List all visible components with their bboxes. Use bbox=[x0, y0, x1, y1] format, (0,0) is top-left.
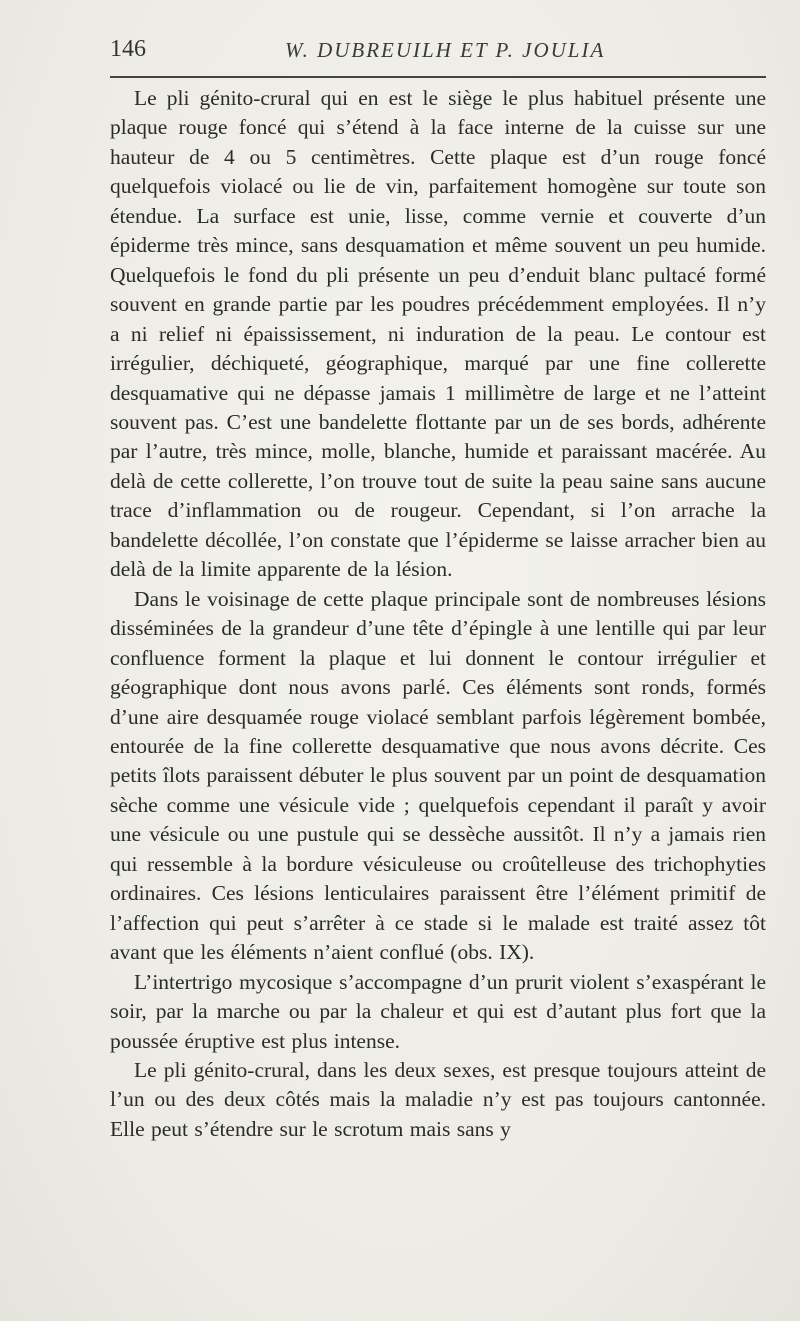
body-text bbox=[110, 84, 766, 1144]
running-head bbox=[100, 36, 790, 76]
paragraph: Dans le voisinage de cette plaque principale sont de nombreuses lésions disséminées de la grandeur d’une tête d’épingle à une lentille qui par leur confluence forment la plaque et lui donnent le contour irrégulier et géographique dont nous avons parlé. Ces éléments sont ronds, formés d’une aire desquamée rouge violacé semblant parfois légèrement bombée, entourée de la fine collerette desquamative que nous avons décrite. Ces petits îlots paraissent débuter le plus souvent par un point de desquamation sèche comme une vésicule vide ; quelquefois cependant il paraît y avoir une vésicule ou une pustule qui se dessèche aussitôt. Il n’y a jamais rien qui ressemble à la bordure vésiculeuse ou croûtelleuse des trichophyties ordinaires. Ces lésions lenticulaires paraissent être l’élément primitif de l’affection qui peut s’arrêter à ce stade si le malade est traité assez tôt avant que les éléments n’aient conflué (obs. IX). bbox=[110, 586, 766, 965]
page-number: 146 bbox=[110, 36, 146, 62]
header-rule bbox=[110, 76, 766, 78]
paragraph: Le pli génito-crural, dans les deux sexes, est presque toujours atteint de l’un ou des deux côtés mais la maladie n’y est pas toujours cantonnée. Elle peut s’étendre sur le scrotum mais sans y bbox=[110, 1057, 766, 1141]
running-title: W. DUBREUILH ET P. JOULIA bbox=[285, 38, 606, 62]
paragraph: L’intertrigo mycosique s’accompagne d’un prurit violent s’exaspérant le soir, par la marche ou par la chaleur et qui est d’autant plus fort que la poussée éruptive est plus intense. bbox=[110, 969, 766, 1053]
paragraph: Le pli génito-crural qui en est le siège le plus habituel présente une plaque rouge foncé qui s’étend à la face interne de la cuisse sur une hauteur de 4 ou 5 centimètres. Cette plaque est d’un rouge foncé quelquefois violacé ou lie de vin, parfaitement homogène sur toute son étendue. La surface est unie, lisse, comme vernie et couverte d’un épiderme très mince, sans desquamation et même souvent un peu humide. Quelquefois le fond du pli présente un peu d’enduit blanc pultacé formé souvent en grande partie par les poudres précédemment employées. Il n’y a ni relief ni épaississement, ni induration de la peau. Le contour est irrégulier, déchiqueté, géographique, marqué par une fine collerette desquamative qui ne dépasse jamais 1 millimètre de large et ne l’atteint souvent pas. C’est une bandelette flottante par un de ses bords, adhérente par l’autre, très mince, molle, blanche, humide et paraissant macérée. Au delà de cette collerette, l’on trouve tout de suite la peau saine sans aucune trace d’inflammation ou de rougeur. Cependant, si l’on arrache la bandelette décollée, l’on constate que l’épiderme se laisse arracher bien au delà de la limite apparente de la lésion. bbox=[110, 86, 766, 582]
